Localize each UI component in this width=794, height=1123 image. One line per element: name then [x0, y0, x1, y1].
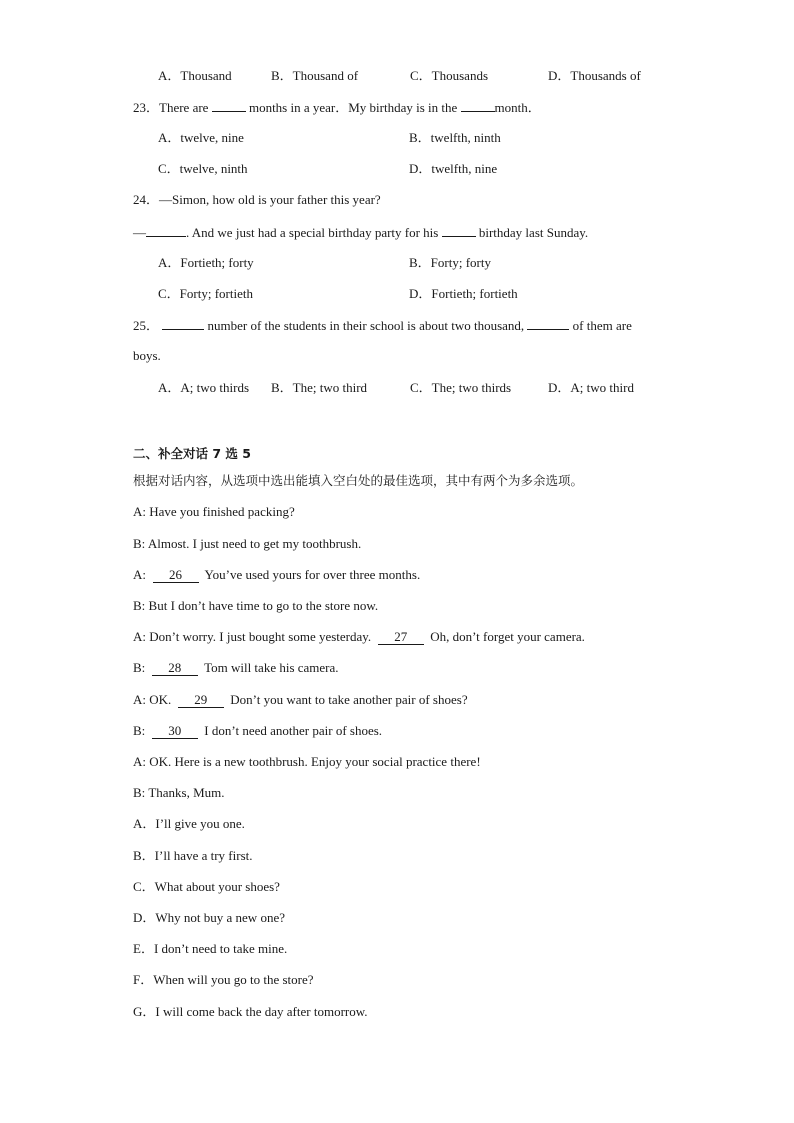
- speaker-label: B:: [133, 660, 146, 675]
- q23-text-2: months in a year．My birthday is in the: [248, 100, 458, 115]
- q23-option-d: D．twelfth, nine: [409, 161, 498, 176]
- dialogue-line-2: [133, 536, 361, 552]
- q25-option-a: A．A; two thirds: [158, 380, 250, 395]
- dialogue-pre-text: OK.: [149, 692, 172, 707]
- q23-option-c: C．twelve, ninth: [158, 161, 248, 176]
- choice-b: B．I’ll have a try first.: [133, 848, 253, 863]
- dialogue-line-1: [133, 504, 295, 520]
- dialogue-text: Have you finished packing?: [149, 504, 295, 519]
- blank-27[interactable]: 27: [378, 630, 424, 645]
- q25-text-2: of them are: [572, 318, 632, 333]
- q23-option-a: A．twelve, nine: [158, 130, 244, 145]
- dialogue-line-8: [133, 723, 382, 739]
- q24-option-a: A．Fortieth; forty: [158, 255, 254, 270]
- dialogue-text: Oh, don’t forget your camera.: [430, 629, 585, 644]
- dialogue-line-5: [133, 629, 585, 645]
- question-25-stem-cont: [133, 348, 161, 364]
- q23-blank-1: [212, 99, 246, 112]
- q22-option-d: D．Thousands of: [548, 68, 641, 83]
- q24-dash: —: [133, 225, 146, 240]
- dialogue-line-9: [133, 754, 481, 770]
- dialogue-line-3: [133, 567, 420, 583]
- q23-text-1: There are: [159, 100, 209, 115]
- q22-option-a: A．Thousand: [158, 68, 232, 83]
- question-23-stem: [133, 99, 541, 116]
- dialogue-text: You’ve used yours for over three months.: [204, 567, 421, 582]
- question-24-answer: [133, 224, 588, 241]
- speaker-label: A:: [133, 567, 146, 582]
- q25-number: 25．: [133, 318, 160, 333]
- speaker-label: B:: [133, 785, 146, 800]
- dialogue-text: I don’t need another pair of shoes.: [204, 723, 383, 738]
- q24-option-b: B．Forty; forty: [409, 255, 491, 270]
- dialogue-text: Tom will take his camera.: [204, 660, 339, 675]
- choice-a: A．I’ll give you one.: [133, 816, 245, 831]
- q24-text-1: . And we just had a special birthday party for his: [186, 225, 439, 240]
- q25-text-3: boys.: [133, 348, 161, 363]
- q23-number: 23．: [133, 100, 160, 115]
- blank-26[interactable]: 26: [153, 568, 199, 583]
- q24-number: 24．: [133, 192, 160, 207]
- q25-blank-1: [162, 317, 204, 330]
- section-2-instruction: 根据对话内容，从选项中选出能填入空白处的最佳选项，其中有两个为多余选项。: [133, 473, 584, 488]
- dialogue-line-6: [133, 660, 339, 676]
- choice-d: D．Why not buy a new one?: [133, 910, 285, 925]
- q24-text-2: birthday last Sunday.: [478, 225, 589, 240]
- choice-g: G．I will come back the day after tomorrow.: [133, 1004, 368, 1019]
- blank-29[interactable]: 29: [178, 693, 224, 708]
- dialogue-text: Thanks, Mum.: [148, 785, 225, 800]
- section-2-title: 二、补全对话 7 选 5: [133, 446, 251, 461]
- q23-text-3: month．: [494, 100, 541, 115]
- speaker-label: A:: [133, 629, 146, 644]
- q25-option-b: B．The; two third: [271, 380, 368, 395]
- q24-blank-2: [442, 224, 476, 237]
- dialogue-pre-text: Don’t worry. I just bought some yesterday.: [149, 629, 372, 644]
- choice-c: C．What about your shoes?: [133, 879, 280, 894]
- q22-option-b: B．Thousand of: [271, 68, 359, 83]
- speaker-label: B:: [133, 598, 146, 613]
- dialogue-line-10: [133, 785, 225, 801]
- blank-30[interactable]: 30: [152, 724, 198, 739]
- dialogue-text: But I don’t have time to go to the store now.: [148, 598, 379, 613]
- blank-28[interactable]: 28: [152, 661, 198, 676]
- q22-option-c: C．Thousands: [410, 68, 489, 83]
- choice-f: F．When will you go to the store?: [133, 972, 314, 987]
- speaker-label: A:: [133, 504, 146, 519]
- speaker-label: A:: [133, 754, 146, 769]
- q25-option-d: D．A; two third: [548, 380, 634, 395]
- dialogue-text: OK. Here is a new toothbrush. Enjoy your social practice there!: [149, 754, 481, 769]
- question-24-stem: [133, 192, 381, 208]
- dialogue-text: Almost. I just need to get my toothbrush.: [147, 536, 362, 551]
- q25-option-c: C．The; two thirds: [410, 380, 512, 395]
- speaker-label: B:: [133, 536, 146, 551]
- choice-e: E．I don’t need to take mine.: [133, 941, 288, 956]
- q23-blank-2: [461, 99, 495, 112]
- question-25-stem: [133, 317, 632, 334]
- dialogue-line-7: [133, 692, 468, 708]
- q24-question: —Simon, how old is your father this year?: [159, 192, 381, 207]
- q24-option-c: C．Forty; fortieth: [158, 286, 253, 301]
- q23-option-b: B．twelfth, ninth: [409, 130, 501, 145]
- dialogue-line-4: [133, 598, 378, 614]
- q24-blank-1: [146, 224, 186, 237]
- q25-blank-2: [527, 317, 569, 330]
- speaker-label: B:: [133, 723, 146, 738]
- dialogue-text: Don’t you want to take another pair of shoes?: [230, 692, 468, 707]
- q25-text-1: number of the students in their school is about two thousand,: [207, 318, 525, 333]
- speaker-label: A:: [133, 692, 146, 707]
- q24-option-d: D．Fortieth; fortieth: [409, 286, 518, 301]
